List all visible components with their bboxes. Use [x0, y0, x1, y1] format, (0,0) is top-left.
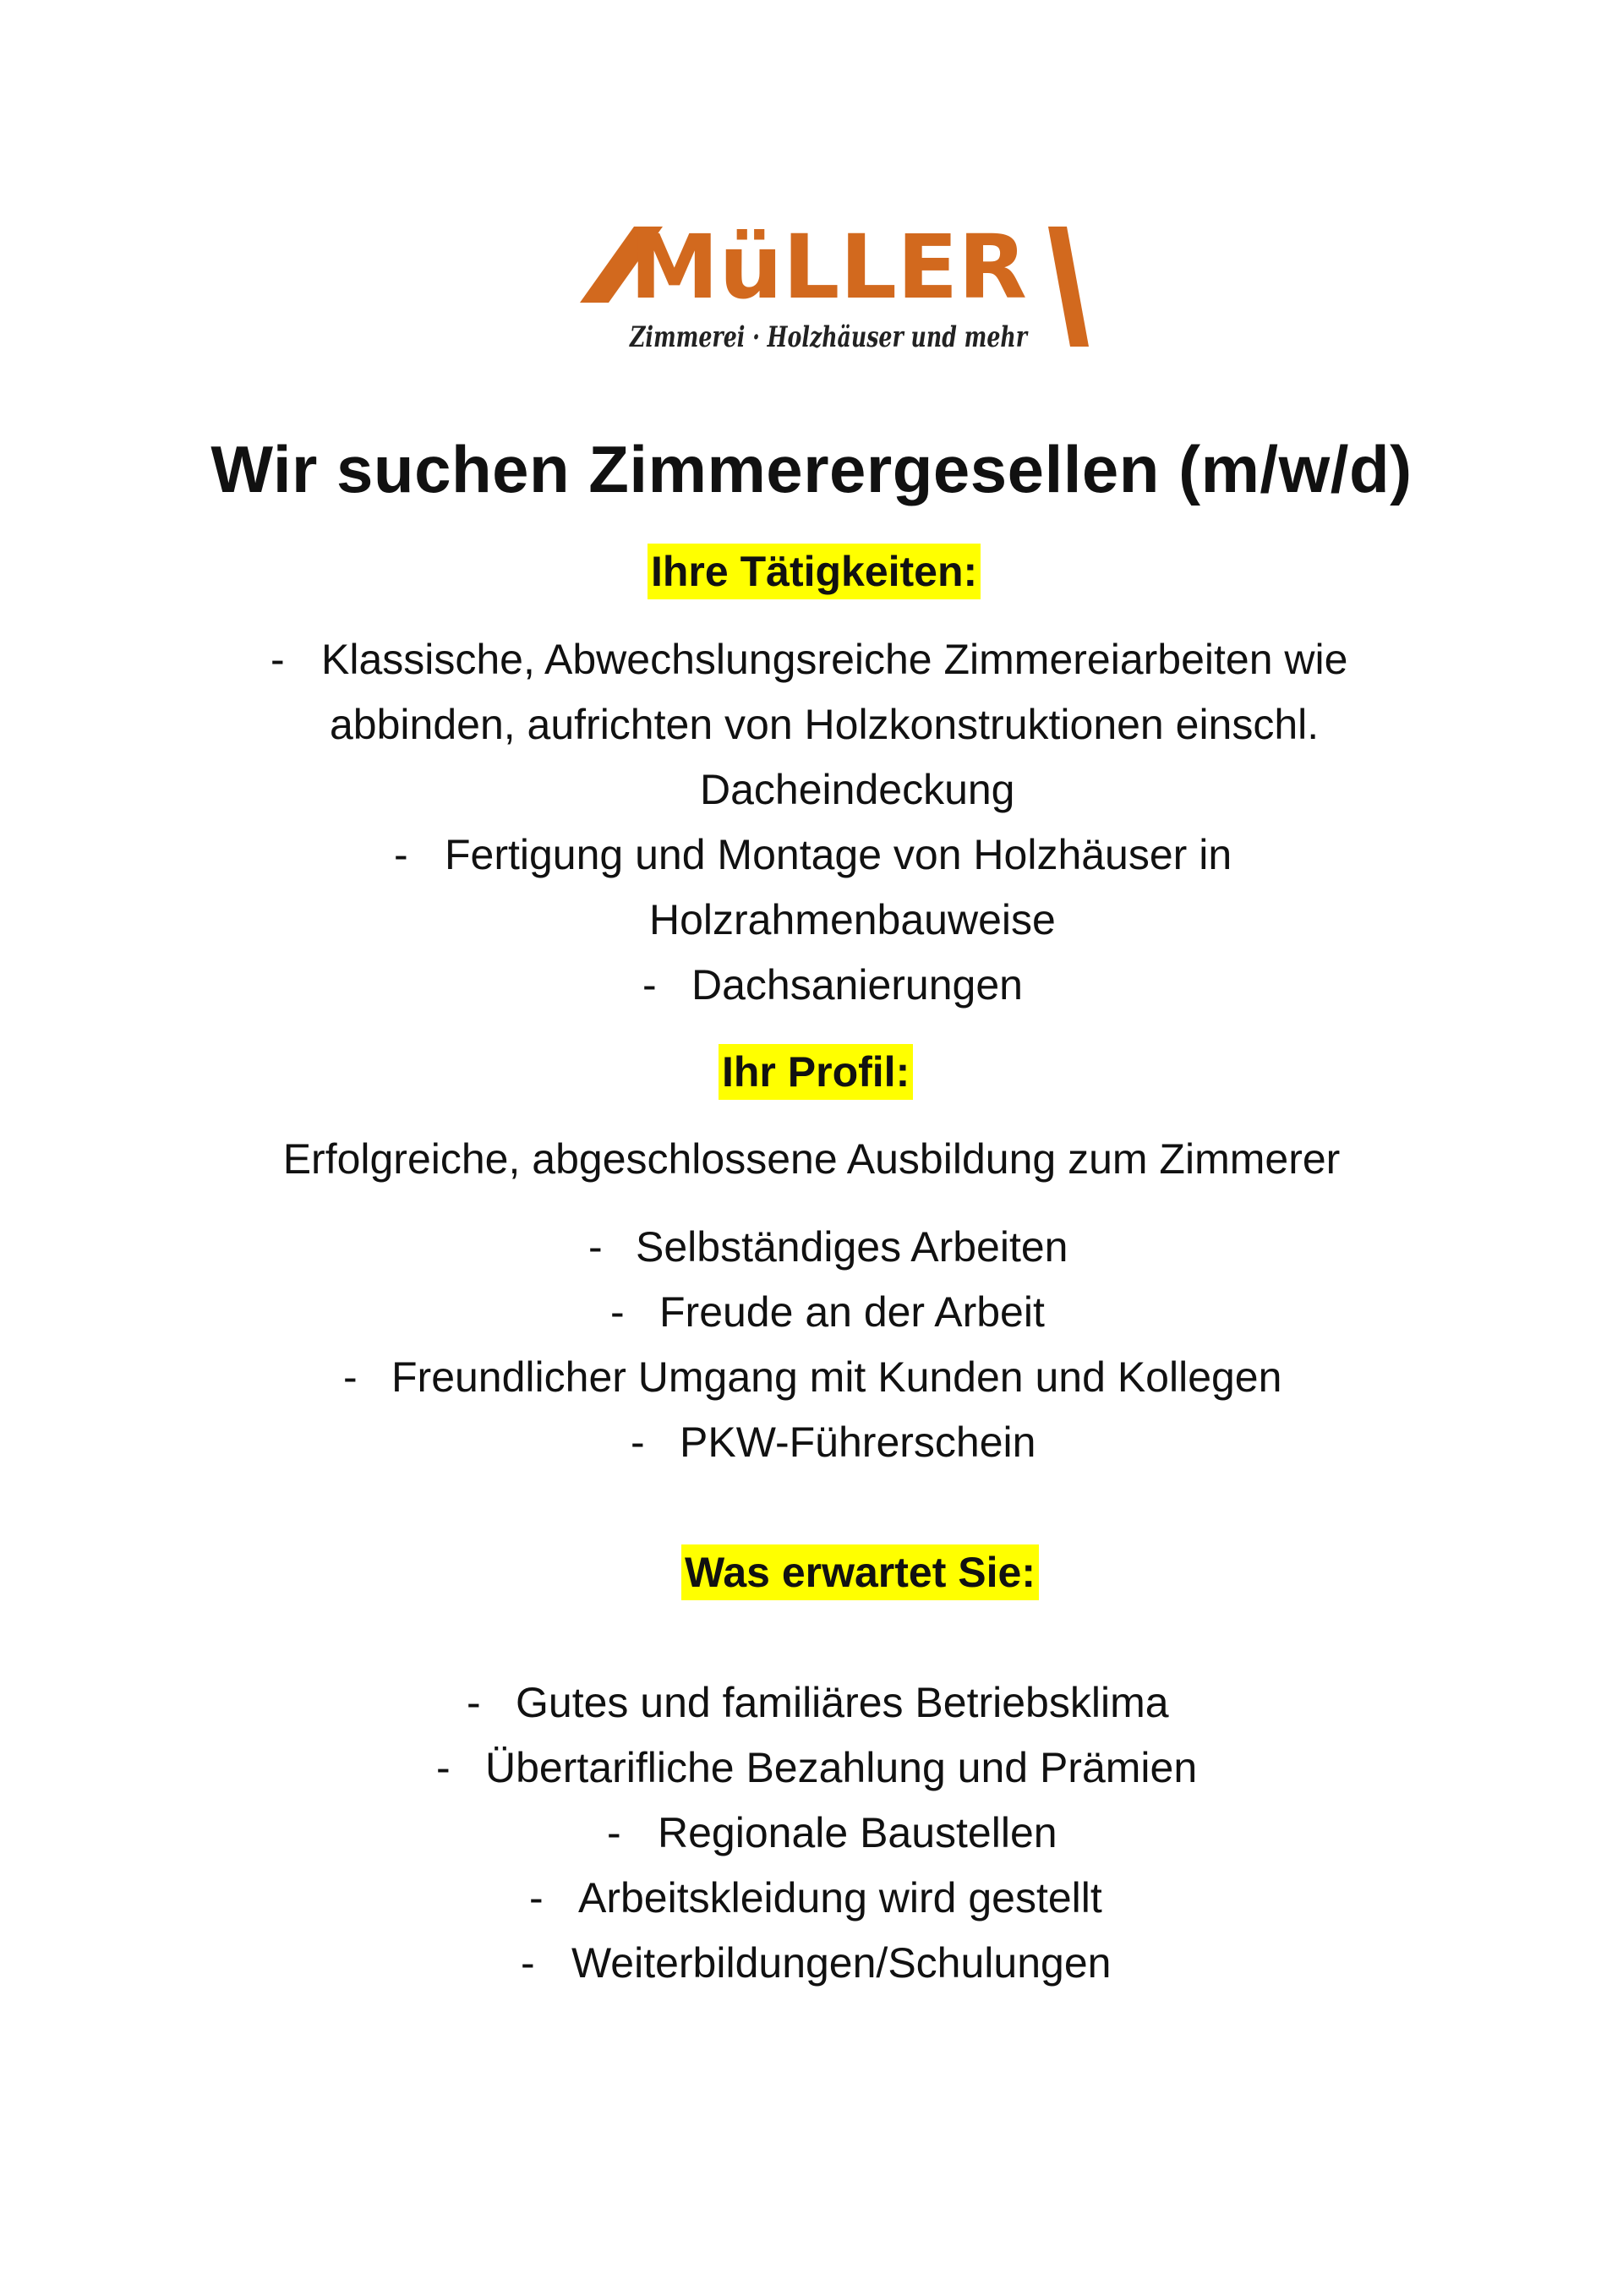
company-logo [575, 211, 1090, 364]
list-dash: - [270, 636, 285, 683]
list-item [0, 1349, 1623, 1405]
list-item-text: Regionale Baustellen [658, 1809, 1057, 1856]
list-item [0, 1414, 1623, 1470]
list-dash: - [436, 1744, 451, 1791]
list-item [0, 1935, 1623, 1991]
section-heading-taetigkeiten: Ihre Tätigkeiten: [648, 544, 981, 599]
list-item-text: Klassische, Abwechslungsreiche Zimmereiarbeiten wie [321, 636, 1348, 683]
list-dash: - [607, 1809, 621, 1856]
logo-tagline: Zimmerei · Holzhäuser und mehr [628, 320, 1029, 354]
list-item [0, 1219, 1623, 1275]
list-dash: - [394, 831, 408, 878]
page-title: Wir suchen Zimmerergesellen (m/w/d) [210, 432, 1413, 506]
list-dash: - [521, 1939, 535, 1987]
list-item-text: Selbständiges Arbeiten [636, 1223, 1068, 1271]
list-item [0, 1740, 1623, 1796]
list-dash: - [588, 1223, 603, 1271]
list-dash: - [529, 1874, 544, 1922]
section-heading-row [0, 1044, 1623, 1100]
list-dash: - [631, 1419, 645, 1466]
list-dash: - [610, 1288, 625, 1336]
profil-intro [0, 1131, 1623, 1187]
list-item [0, 1284, 1623, 1340]
section-heading-erwartet: Was erwartet Sie: [681, 1544, 1039, 1600]
list-dash: - [642, 961, 657, 1009]
list-item [0, 631, 1623, 687]
list-item-continuation [0, 697, 1623, 752]
section-heading-row [0, 1544, 1623, 1600]
list-item-text: Übertarifliche Bezahlung und Prämien [485, 1744, 1198, 1791]
list-item-text: Freude an der Arbeit [659, 1288, 1045, 1336]
list-item-continuation [0, 762, 1623, 817]
list-item-text: Freundlicher Umgang mit Kunden und Kollegen [391, 1353, 1282, 1401]
list-item [0, 1870, 1623, 1926]
section-heading-profil: Ihr Profil: [719, 1044, 913, 1100]
list-dash: - [467, 1679, 481, 1726]
list-dash: - [343, 1353, 358, 1401]
list-item-continuation [0, 892, 1623, 948]
section-heading-row [0, 544, 1623, 599]
logo-roof-right [1048, 227, 1089, 347]
list-item-text: Fertigung und Montage von Holzhäuser in [445, 831, 1232, 878]
list-item-text: Dacheindeckung [700, 766, 1015, 813]
list-item-text: Dachsanierungen [691, 961, 1023, 1009]
list-item-text: abbinden, aufrichten von Holzkonstruktionen einschl. [330, 701, 1320, 748]
list-item [0, 957, 1623, 1013]
logo-company-name: MüLLER [630, 216, 1027, 319]
list-item-text: PKW-Führerschein [680, 1419, 1036, 1466]
list-item-text: Holzrahmenbauweise [649, 896, 1056, 943]
profil-intro-text: Erfolgreiche, abgeschlossene Ausbildung zum Zimmerer [282, 1135, 1341, 1183]
list-item [0, 1805, 1623, 1861]
list-item-text: Weiterbildungen/Schulungen [571, 1939, 1112, 1987]
list-item [0, 827, 1623, 883]
list-item-text: Arbeitskleidung wird gestellt [578, 1874, 1102, 1922]
list-item-text: Gutes und familiäres Betriebsklima [516, 1679, 1169, 1726]
list-item [0, 1675, 1623, 1730]
